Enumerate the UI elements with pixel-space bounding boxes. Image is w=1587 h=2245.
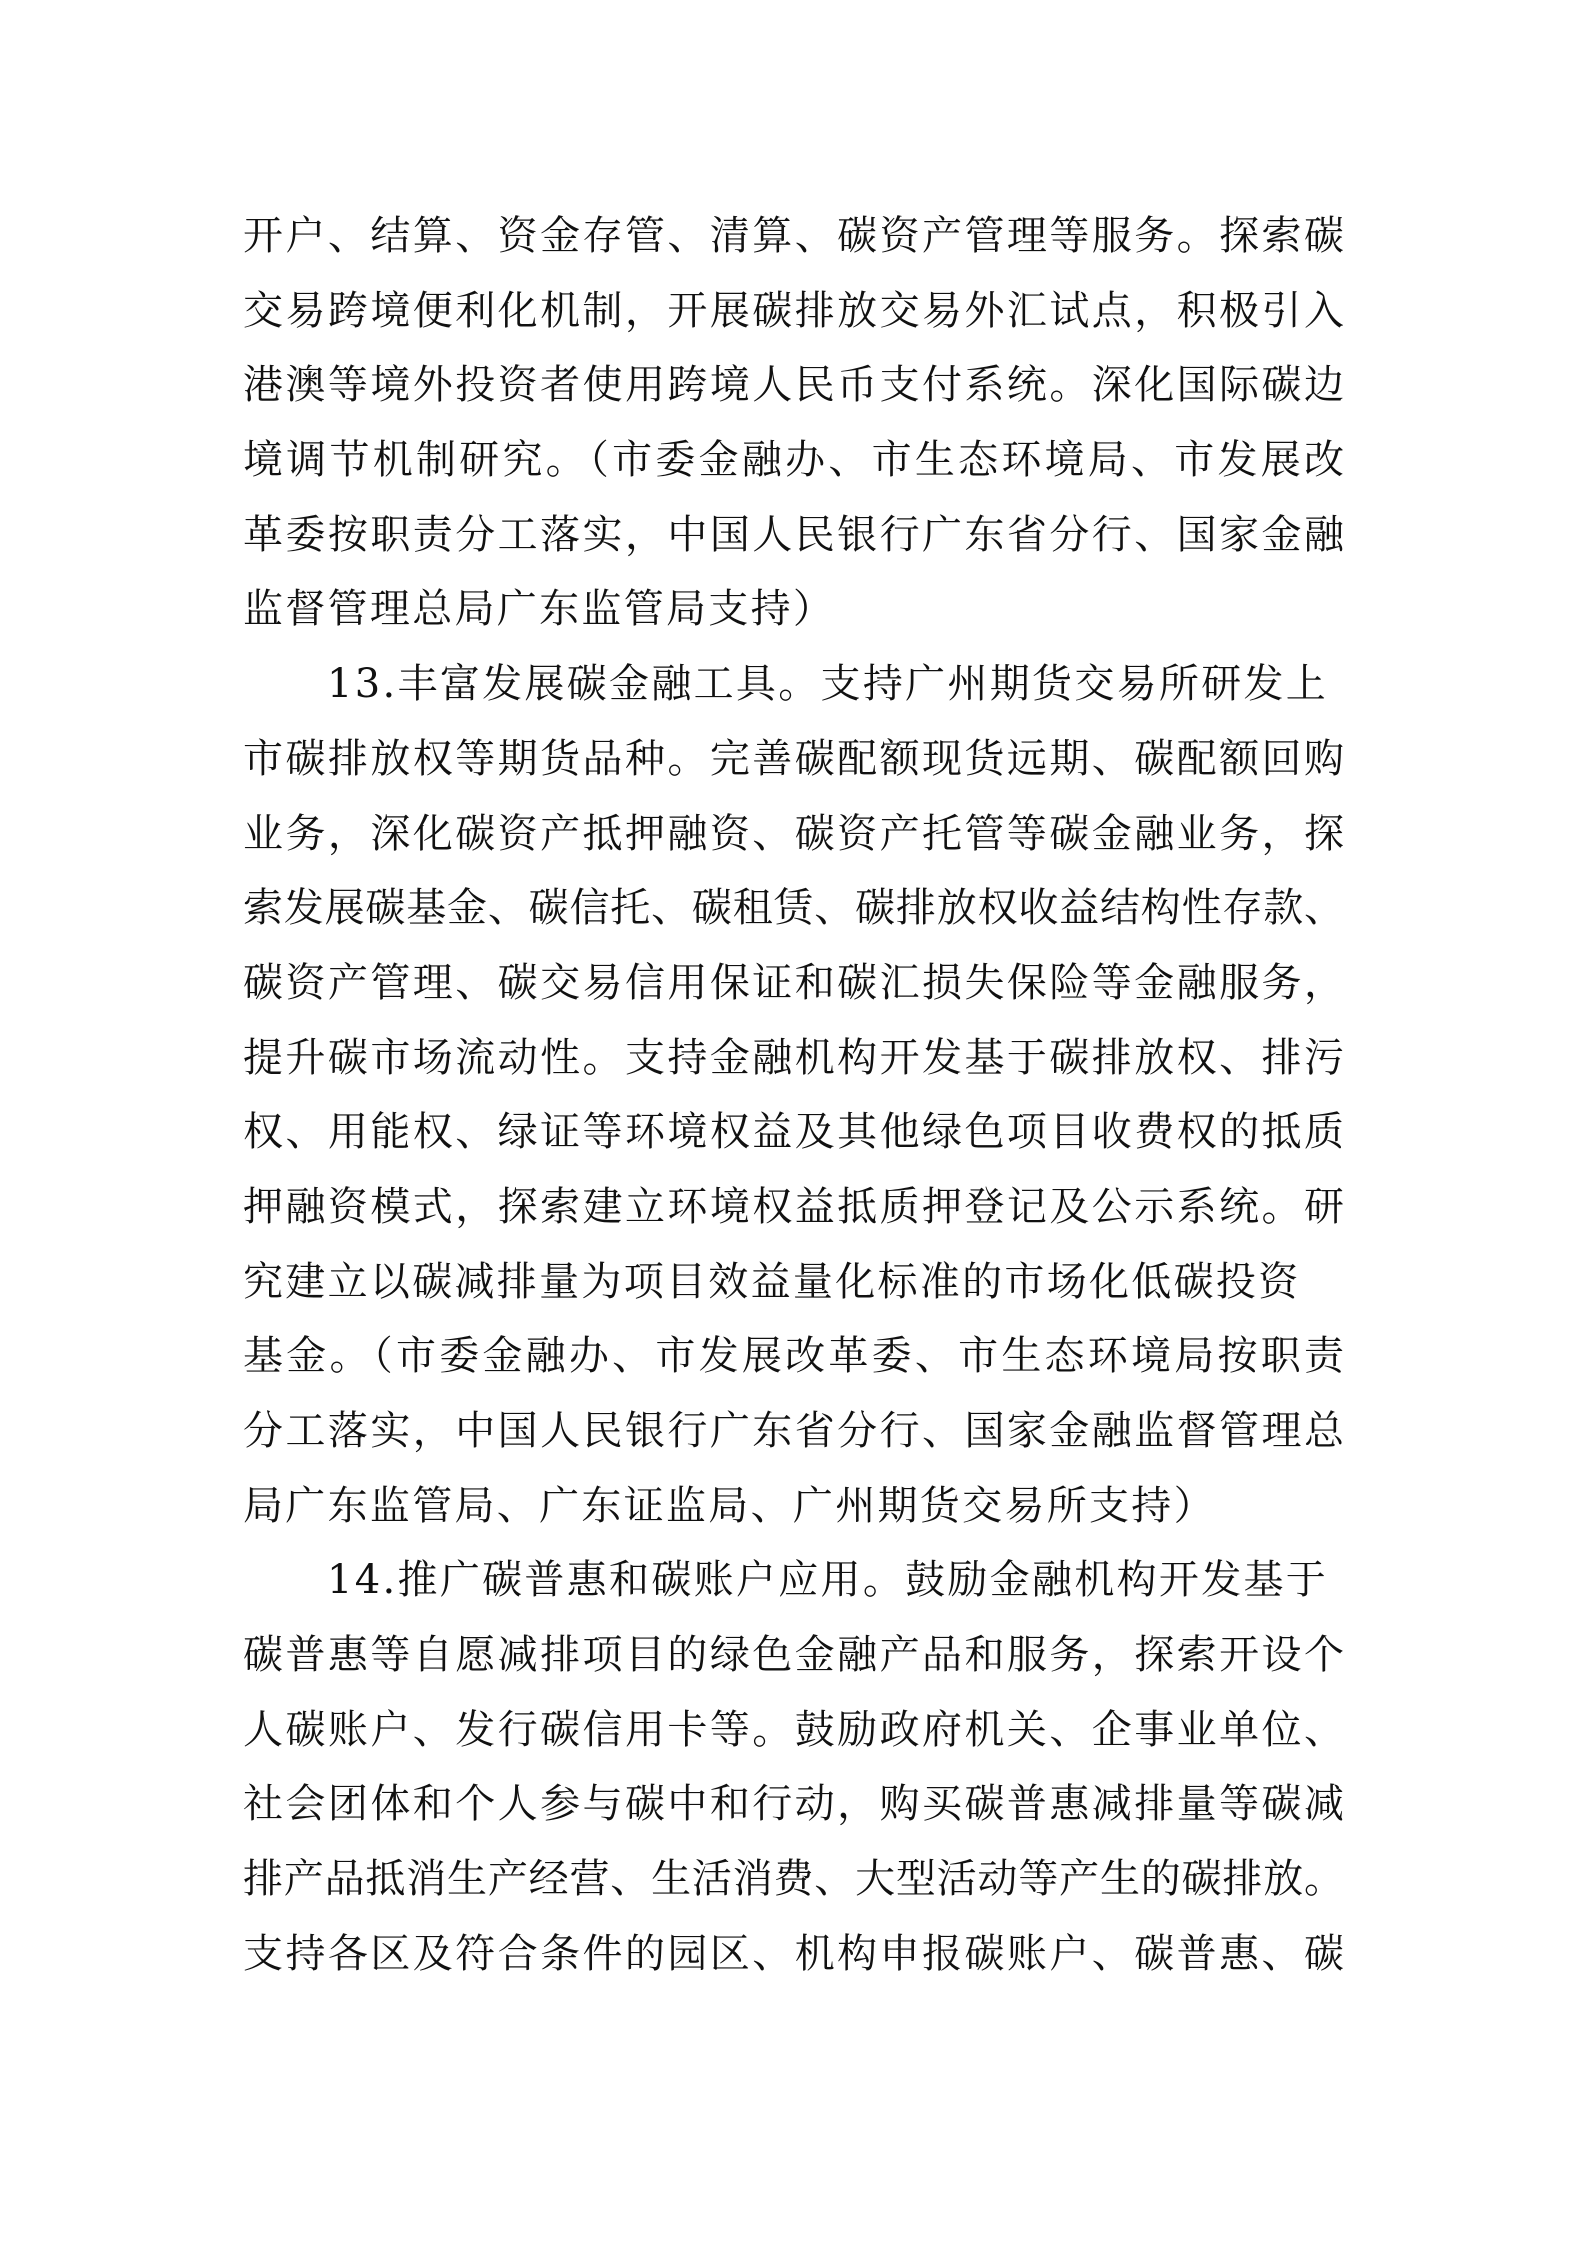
text-line: 交易跨境便利化机制，开展碳排放交易外汇试点，积极引入 xyxy=(243,287,1344,334)
text-line: 碳普惠等自愿减排项目的绿色金融产品和服务，探索开设个 xyxy=(243,1632,1344,1679)
text-line: 押融资模式，探索建立环境权益抵质押登记及公示系统。研 xyxy=(243,1183,1344,1230)
paragraph-item-14 xyxy=(243,1543,1344,1991)
text-line: 港澳等境外投资者使用跨境人民币支付系统。深化国际碳边 xyxy=(243,362,1344,409)
text-line: 开户、结算、资金存管、清算、碳资产管理等服务。探索碳 xyxy=(243,213,1344,259)
paragraph-continuation xyxy=(243,199,1344,647)
text-line-item-heading: 13.丰富发展碳金融工具。支持广州期货交易所研发上 xyxy=(327,661,1329,708)
text-line: 境调节机制研究。（市委金融办、市生态环境局、市发展改 xyxy=(243,437,1344,484)
text-line: 索发展碳基金、碳信托、碳租赁、碳排放权收益结构性存款、 xyxy=(243,885,1344,932)
document-body xyxy=(243,199,1344,1992)
text-line: 究建立以碳减排量为项目效益量化标准的市场化低碳投资 xyxy=(243,1258,1301,1305)
paragraph-item-13 xyxy=(243,647,1344,1543)
text-line: 分工落实，中国人民银行广东省分行、国家金融监督管理总 xyxy=(243,1408,1344,1454)
text-line: 市碳排放权等期货品种。完善碳配额现货远期、碳配额回购 xyxy=(243,735,1344,782)
text-line: 基金。（市委金融办、市发展改革委、市生态环境局按职责 xyxy=(243,1333,1344,1380)
text-line: 人碳账户、发行碳信用卡等。鼓励政府机关、企事业单位、 xyxy=(243,1706,1344,1753)
text-line: 支持各区及符合条件的园区、机构申报碳账户、碳普惠、碳 xyxy=(243,1930,1344,1977)
text-line: 革委按职责分工落实，中国人民银行广东省分行、国家金融 xyxy=(243,511,1344,558)
text-line: 社会团体和个人参与碳中和行动，购买碳普惠减排量等碳减 xyxy=(243,1781,1344,1828)
text-line: 碳资产管理、碳交易信用保证和碳汇损失保险等金融服务， xyxy=(243,959,1344,1006)
text-line: 局广东监管局、广东证监局、广州期货交易所支持） xyxy=(243,1482,1216,1529)
text-line: 监督管理总局广东监管局支持） xyxy=(243,586,836,633)
text-line-item-heading: 14.推广碳普惠和碳账户应用。鼓励金融机构开发基于 xyxy=(327,1557,1329,1604)
text-line: 提升碳市场流动性。支持金融机构开发基于碳排放权、排污 xyxy=(243,1034,1344,1081)
text-line: 权、用能权、绿证等环境权益及其他绿色项目收费权的抵质 xyxy=(243,1109,1344,1156)
text-line: 排产品抵消生产经营、生活消费、大型活动等产生的碳排放。 xyxy=(243,1856,1344,1903)
text-line: 业务，深化碳资产抵押融资、碳资产托管等碳金融业务，探 xyxy=(243,810,1344,857)
